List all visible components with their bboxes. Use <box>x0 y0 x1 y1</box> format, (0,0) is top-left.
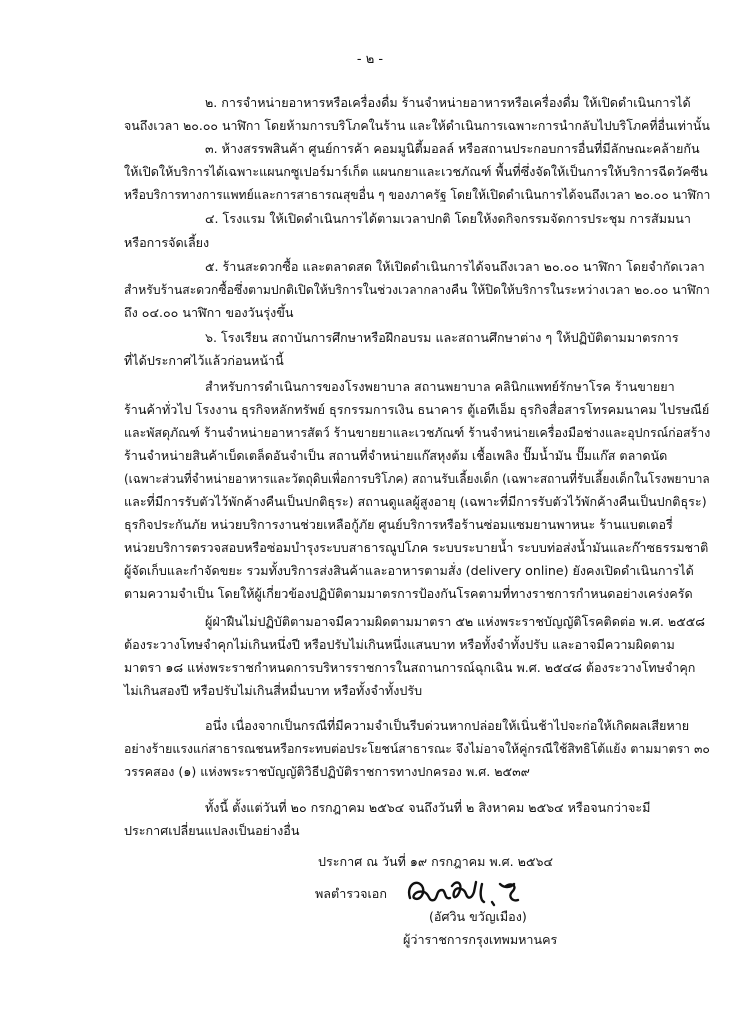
paragraph-2-line-1: ๒. การจำหน่ายอาหารหรือเครื่องดื่ม ร้านจำหน่ายอาหารหรือเครื่องดื่ม ให้เปิดดำเนินการได้ <box>205 95 691 110</box>
exemptions-line-7: ธุรกิจประกันภัย หน่วยบริการงานช่วยเหลือกู้ภัย ศูนย์บริการหรือร้านซ่อมแซมยานพาหนะ ร้านแบตเตอรี่ <box>124 517 673 532</box>
paragraph-2-line-2: จนถึงเวลา ๒๐.๐๐ นาฬิกา โดยห้ามการบริโภคในร้าน และให้ดำเนินการเฉพาะการนำกลับไปบริโภคที่อื่นเท่านั้น <box>124 118 710 133</box>
paragraph-3-line-3: หรือบริการทางการแพทย์และการสาธารณสุขอื่น ๆ ของภาครัฐ โดยให้เปิดดำเนินการได้จนถึงเวลา ๒๐.๐๐ นาฬิกา <box>124 187 711 202</box>
penalty-line-2: ต้องระวางโทษจำคุกไม่เกินหนึ่งปี หรือปรับไม่เกินหนึ่งแสนบาท หรือทั้งจำทั้งปรับ และอาจมีความผิดตาม <box>124 637 675 652</box>
signatory-rank: พลตำรวจเอก <box>315 886 387 901</box>
announcement-date: ประกาศ ณ วันที่ ๑๙ กรกฎาคม พ.ศ. ๒๕๖๔ <box>318 854 554 869</box>
paragraph-5-line-3: ถึง ๐๔.๐๐ นาฬิกา ของวันรุ่งขึ้น <box>124 305 294 320</box>
paragraph-6-line-1: ๖. โรงเรียน สถาบันการศึกษาหรือฝึกอบรม และสถานศึกษาต่าง ๆ ให้ปฏิบัติตามมาตรการ <box>205 330 679 345</box>
urgency-line-2: อย่างร้ายแรงแก่สาธารณชนหรือกระทบต่อประโยชน์สาธารณะ จึงไม่อาจให้คู่กรณีใช้สิทธิโต้แย้ง ตามมาตรา ๓๐ <box>124 741 710 756</box>
urgency-line-1: อนึ่ง เนื่องจากเป็นกรณีที่มีความจำเป็นรีบด่วนหากปล่อยให้เนิ่นช้าไปจะก่อให้เกิดผลเสียหาย <box>205 718 690 733</box>
effective-period-line-2: ประกาศเปลี่ยนแปลงเป็นอย่างอื่น <box>124 823 300 838</box>
exemptions-line-4: ร้านจำหน่ายสินค้าเบ็ดเตล็ดอันจำเป็น สถานที่จำหน่ายแก๊สหุงต้ม เชื้อเพลิง ปั๊มน้ำมัน ปั๊มแก๊ส ตลาดนัด <box>124 448 668 463</box>
exemptions-line-3: และพัสดุภัณฑ์ ร้านจำหน่ายอาหารสัตว์ ร้านขายยาและเวชภัณฑ์ ร้านจำหน่ายเครื่องมือช่างและอุปกรณ์ก่อสร้าง <box>124 425 711 440</box>
exemptions-line-2: ร้านค้าทั่วไป โรงงาน ธุรกิจหลักทรัพย์ ธุรกรรมการเงิน ธนาคาร ตู้เอทีเอ็ม ธุรกิจสื่อสารโทรคมนาคม ไปรษณีย์ <box>124 402 710 417</box>
exemptions-line-10: ตามความจำเป็น โดยให้ผู้เกี่ยวข้องปฏิบัติตามมาตรการป้องกันโรคตามที่ทางราชการกำหนดอย่างเคร่งครัด <box>124 586 693 601</box>
exemptions-line-1: สำหรับการดำเนินการของโรงพยาบาล สถานพยาบาล คลินิกแพทย์รักษาโรค ร้านขายยา <box>205 379 675 394</box>
penalty-line-4: ไม่เกินสองปี หรือปรับไม่เกินสี่หมื่นบาท หรือทั้งจำทั้งปรับ <box>124 683 423 698</box>
exemptions-line-6: และที่มีการรับตัวไว้พักค้างคืนเป็นปกติธุระ) สถานดูแลผู้สูงอายุ (เฉพาะที่มีการรับตัวไว้พักค้างคืนเป็นปกติธุระ) <box>124 494 707 509</box>
handwritten-signature <box>402 872 532 912</box>
paragraph-4-line-2: หรือการจัดเลี้ยง <box>124 235 210 250</box>
penalty-line-1: ผู้ฝ่าฝืนไม่ปฏิบัติตามอาจมีความผิดตามมาตรา ๕๒ แห่งพระราชบัญญัติโรคติดต่อ พ.ศ. ๒๕๕๘ <box>205 614 706 629</box>
signatory-position: ผู้ว่าราชการกรุงเทพมหานคร <box>403 932 558 947</box>
paragraph-4-line-1: ๔. โรงแรม ให้เปิดดำเนินการได้ตามเวลาปกติ โดยให้งดกิจกรรมจัดการประชุม การสัมมนา <box>205 211 691 226</box>
paragraph-5-line-2: สำหรับร้านสะดวกซื้อซึ่งตามปกติเปิดให้บริการในช่วงเวลากลางคืน ให้ปิดให้บริการในระหว่างเวลา ๒๐.๐๐ นาฬิกา <box>124 282 710 297</box>
exemptions-line-5: (เฉพาะส่วนที่จำหน่ายอาหารและวัตถุดิบเพื่อการบริโภค) สถานรับเลี้ยงเด็ก (เฉพาะสถานที่รับเลี้ยงเด็กในโรงพยาบาล <box>124 471 710 486</box>
signatory-name: (อัศวิน ขวัญเมือง) <box>429 909 527 924</box>
urgency-line-3: วรรคสอง (๑) แห่งพระราชบัญญัติวิธีปฏิบัติราชการทางปกครอง พ.ศ. ๒๕๓๙ <box>124 764 530 779</box>
paragraph-6-line-2: ที่ได้ประกาศไว้แล้วก่อนหน้านี้ <box>124 353 284 368</box>
penalty-line-3: มาตรา ๑๘ แห่งพระราชกำหนดการบริหารราชการในสถานการณ์ฉุกเฉิน พ.ศ. ๒๕๔๘ ต้องระวางโทษจำคุก <box>124 660 696 675</box>
page-number: - ๒ - <box>356 52 384 67</box>
paragraph-3-line-2: ให้เปิดให้บริการได้เฉพาะแผนกซูเปอร์มาร์เก็ต แผนกยาและเวชภัณฑ์ พื้นที่ซึ่งจัดให้เป็นการให้บริการฉีดวัคซีน <box>124 164 708 179</box>
paragraph-3-line-1: ๓. ห้างสรรพสินค้า ศูนย์การค้า คอมมูนิตี้มอลล์ หรือสถานประกอบการอื่นที่มีลักษณะคล้ายกัน <box>205 141 700 156</box>
paragraph-5-line-1: ๕. ร้านสะดวกซื้อ และตลาดสด ให้เปิดดำเนินการได้จนถึงเวลา ๒๐.๐๐ นาฬิกา โดยจำกัดเวลา <box>205 259 705 274</box>
exemptions-line-8: หน่วยบริการตรวจสอบหรือซ่อมบำรุงระบบสาธารณูปโภค ระบบระบายน้ำ ระบบท่อส่งน้ำมันและก๊าซธรรมชาติ <box>124 540 709 555</box>
exemptions-line-9: ผู้จัดเก็บและกำจัดขยะ รวมทั้งบริการส่งสินค้าและอาหารตามสั่ง (delivery online) ยังคงเปิดดำเนินการได้ <box>124 563 694 578</box>
effective-period-line-1: ทั้งนี้ ตั้งแต่วันที่ ๒๐ กรกฎาคม ๒๕๖๔ จนถึงวันที่ ๒ สิงหาคม ๒๕๖๔ หรือจนกว่าจะมี <box>205 800 651 815</box>
